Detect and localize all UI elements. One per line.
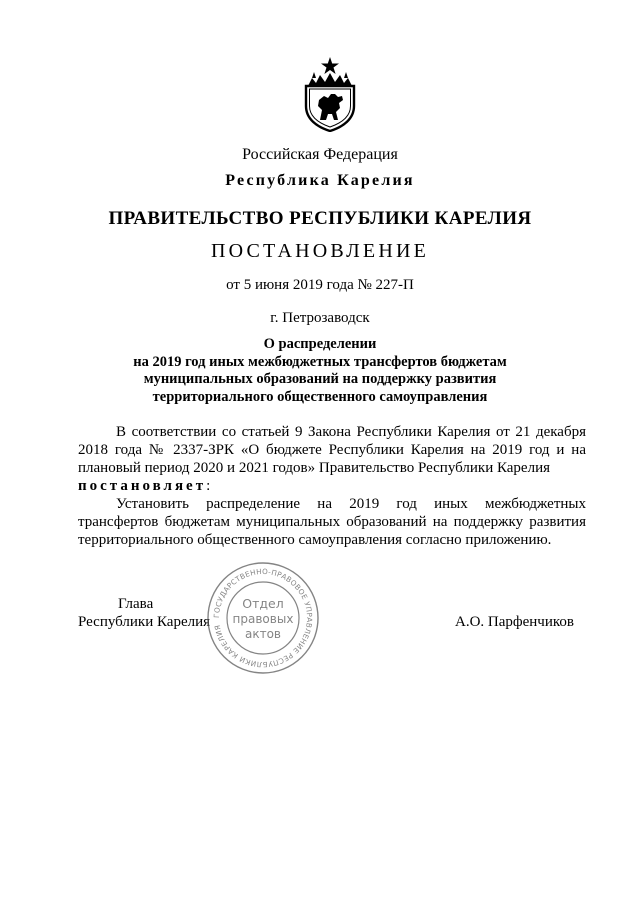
stamp-inner-line: Отдел	[242, 596, 284, 611]
signatory-position-line2: Республики Карелия	[78, 614, 211, 630]
stamp-ring-text: ГОСУДАРСТВЕННО-ПРАВОВОЕ УПРАВЛЕНИЕ РЕСПУБЛИКИ КАРЕЛИЯ	[211, 566, 315, 670]
title-line: муниципальных образований на поддержку развития	[143, 371, 497, 387]
document-city: г. Петрозаводск	[270, 310, 370, 326]
stamp-inner-line: правовых	[232, 612, 294, 626]
preamble-paragraph	[78, 423, 586, 495]
government-title: ПРАВИТЕЛЬСТВО РЕСПУБЛИКИ КАРЕЛИЯ	[108, 208, 532, 229]
republic-name: Республика Карелия	[225, 172, 415, 189]
title-line: О распределении	[263, 336, 377, 352]
decision-paragraph: Установить распределение на 2019 год иных межбюджетных трансфертов бюджетам муниципальных образований на поддержку развития территориального общественного самоуправления согласно приложению.	[78, 496, 586, 548]
document-date-number: от 5 июня 2019 года № 227-П	[226, 277, 414, 293]
resolve-colon: :	[206, 478, 211, 494]
karelia-coat-of-arms-emblem	[298, 56, 362, 132]
document-title	[0, 336, 640, 406]
document-body	[78, 423, 586, 549]
signatory-position-line1: Глава	[118, 596, 154, 612]
signatory-name: А.О. Парфенчиков	[455, 614, 574, 630]
title-line: на 2019 год иных межбюджетных трансфертов бюджетам	[133, 353, 507, 370]
document-type: ПОСТАНОВЛЕНИЕ	[210, 240, 430, 262]
legal-department-stamp	[205, 560, 321, 676]
country-name: Российская Федерация	[242, 146, 398, 163]
stamp-inner-line: актов	[244, 627, 282, 641]
title-line: территориального общественного самоуправления	[152, 388, 488, 405]
preamble-text: В соответствии со статьей 9 Закона Республики Карелия от 21 декабря 2018 года № 2337-ЗРК «О бюджете Республики Карелия на 2019 год и на плановый период 2020 и 2021 годов» Правительство Республики Карелия	[78, 424, 586, 476]
resolve-word: постановляет	[78, 478, 207, 494]
